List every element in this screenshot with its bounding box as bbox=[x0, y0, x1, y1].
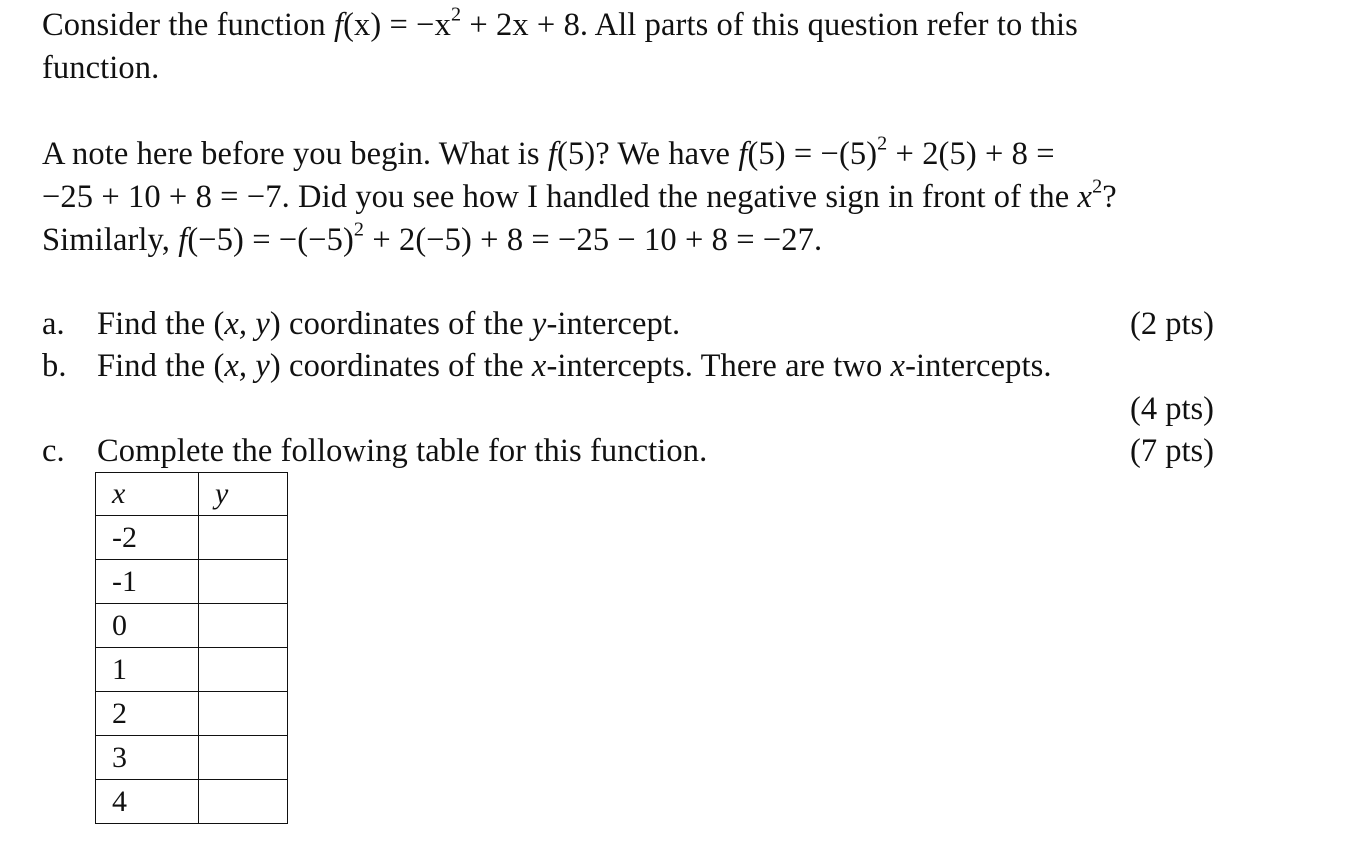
intro-text: + 2x + 8. All parts of this question refer to this bbox=[461, 7, 1078, 43]
function-symbol: f bbox=[738, 136, 748, 172]
note-text: + 2(−5) + 8 = −25 − 10 + 8 = −27. bbox=[364, 222, 823, 258]
question-text-part: -intercepts. bbox=[905, 348, 1052, 384]
question-label: a. bbox=[42, 306, 65, 342]
note-text: Similarly, bbox=[42, 222, 179, 258]
variable-x: x bbox=[531, 348, 547, 384]
x-cell: -1 bbox=[96, 560, 199, 604]
function-symbol: f bbox=[178, 222, 188, 258]
variable-x: x bbox=[1077, 179, 1093, 215]
note-line-3 bbox=[42, 220, 822, 260]
exponent: 2 bbox=[450, 3, 462, 26]
y-cell[interactable] bbox=[199, 736, 288, 780]
variables-xy: x, y bbox=[224, 348, 270, 384]
variables-xy: x, y bbox=[224, 306, 270, 342]
question-text-part: Find the ( bbox=[97, 348, 225, 384]
y-cell[interactable] bbox=[199, 692, 288, 736]
note-text: A note here before you begin. What is bbox=[42, 136, 548, 172]
values-table bbox=[95, 472, 288, 824]
question-text bbox=[97, 346, 1052, 386]
question-text-part: ) coordinates of the bbox=[269, 348, 532, 384]
question-text-part: Find the ( bbox=[97, 306, 225, 342]
x-cell: 0 bbox=[96, 604, 199, 648]
exponent: 2 bbox=[353, 218, 365, 241]
x-cell: 2 bbox=[96, 692, 199, 736]
note-text: + 2(5) + 8 = bbox=[887, 136, 1055, 172]
question-text bbox=[97, 304, 680, 344]
table-header-row bbox=[96, 473, 288, 516]
exponent: 2 bbox=[1092, 175, 1103, 198]
header-y: y bbox=[199, 473, 288, 516]
y-cell[interactable] bbox=[199, 560, 288, 604]
question-label: b. bbox=[42, 348, 67, 384]
table-row bbox=[96, 560, 288, 604]
question-text-part: -intercept. bbox=[546, 306, 681, 342]
function-symbol: f bbox=[547, 136, 558, 172]
x-cell: 1 bbox=[96, 648, 199, 692]
question-text-part: ) coordinates of the bbox=[269, 306, 532, 342]
table-row bbox=[96, 780, 288, 824]
table-row bbox=[96, 516, 288, 560]
table-row bbox=[96, 692, 288, 736]
points-b: (4 pts) bbox=[1130, 391, 1214, 427]
note-text: (5) = −(5) bbox=[747, 136, 878, 172]
question-text-part: -intercepts. There are two bbox=[546, 348, 891, 384]
table-row bbox=[96, 736, 288, 780]
y-cell[interactable] bbox=[199, 604, 288, 648]
table-row bbox=[96, 648, 288, 692]
question-text: Complete the following table for this function. bbox=[97, 433, 708, 469]
x-cell: 3 bbox=[96, 736, 199, 780]
note-text: (5)? We have bbox=[557, 136, 739, 172]
intro-text: Consider the function bbox=[42, 7, 334, 43]
intro-line-1 bbox=[42, 5, 1078, 45]
exponent: 2 bbox=[877, 132, 888, 155]
note-line-2 bbox=[42, 177, 1117, 217]
question-label: c. bbox=[42, 433, 65, 469]
header-x: x bbox=[96, 473, 199, 516]
intro-text: (x) = −x bbox=[343, 7, 451, 43]
points-c: (7 pts) bbox=[1130, 433, 1214, 469]
table-row bbox=[96, 604, 288, 648]
y-cell[interactable] bbox=[199, 648, 288, 692]
x-cell: 4 bbox=[96, 780, 199, 824]
note-text: ? bbox=[1102, 179, 1117, 215]
variable-x: x bbox=[890, 348, 906, 384]
x-cell: -2 bbox=[96, 516, 199, 560]
note-text: (−5) = −(−5) bbox=[187, 222, 354, 258]
intro-line-2: function. bbox=[42, 50, 160, 86]
points-a: (2 pts) bbox=[1130, 306, 1214, 342]
note-line-1 bbox=[42, 134, 1055, 174]
y-cell[interactable] bbox=[199, 516, 288, 560]
function-symbol: f bbox=[333, 7, 344, 43]
variable-y: y bbox=[531, 306, 547, 342]
note-text: −25 + 10 + 8 = −7. Did you see how I handled the negative sign in front of the bbox=[42, 179, 1078, 215]
y-cell[interactable] bbox=[199, 780, 288, 824]
